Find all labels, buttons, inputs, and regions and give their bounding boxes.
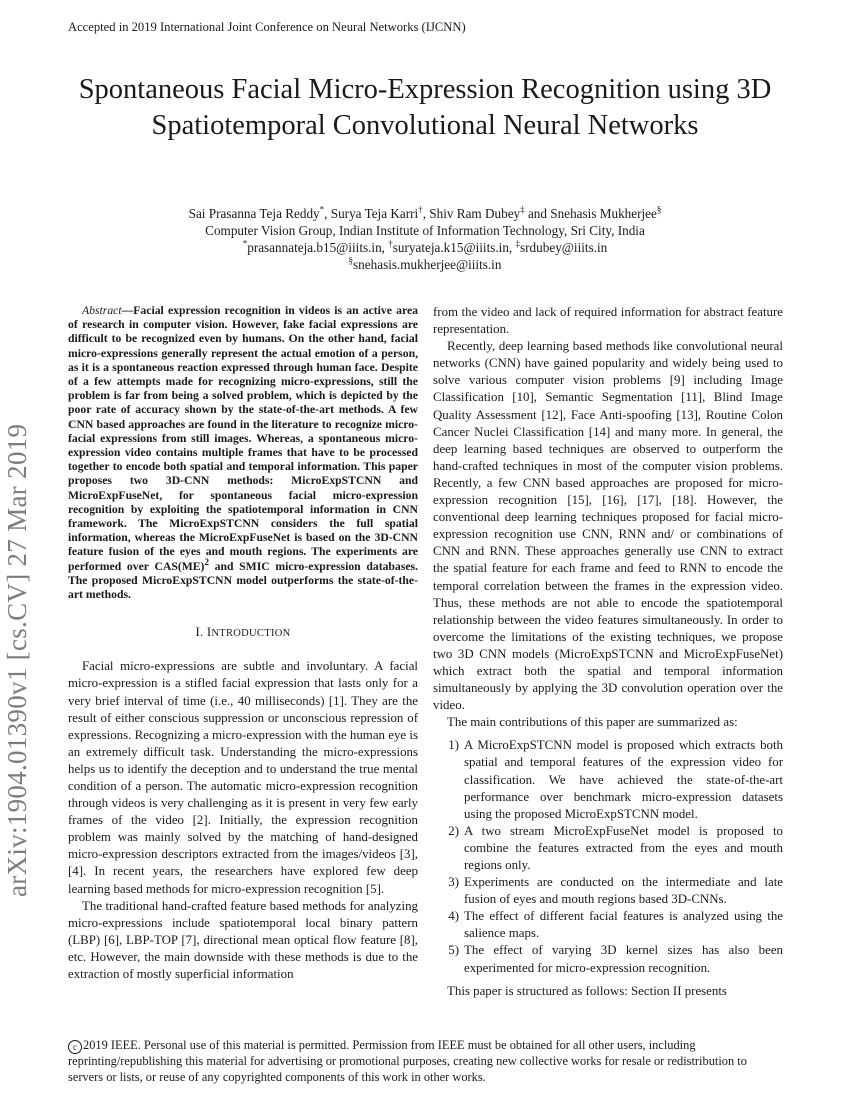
section-numeral: I. bbox=[195, 625, 207, 640]
copyright-icon: c bbox=[68, 1040, 82, 1054]
author-mark: * bbox=[319, 204, 325, 215]
section-title-rest: NTRODUCTION bbox=[211, 628, 291, 640]
contributions-intro: The main contributions of this paper are summarized as: bbox=[447, 715, 738, 730]
author-names bbox=[40, 205, 810, 222]
email: prasannateja.b15@iiits.in, bbox=[247, 240, 389, 255]
author-mark: § bbox=[656, 204, 662, 215]
author-block bbox=[40, 205, 810, 273]
intro-paragraph: The traditional hand-crafted feature based methods for analyzing micro-expressions include spatiotemporal local binary pattern (LBP) [6], LBP-TOP [7], directional mean optical flow feature [8], etc. However, the main downside with these methods is due to the extraction of mostly superficial information bbox=[68, 898, 418, 982]
list-number: 3) bbox=[448, 875, 459, 890]
list-text: The effect of varying 3D kernel sizes has also been experimented for micro-expression recognition. bbox=[464, 943, 783, 975]
copyright-notice bbox=[68, 1038, 808, 1085]
email-mark: * bbox=[242, 238, 248, 249]
author-emails bbox=[40, 239, 810, 256]
right-column bbox=[433, 304, 783, 1000]
list-number: 1) bbox=[448, 738, 459, 753]
copyright-line bbox=[68, 1038, 808, 1054]
list-text: A two stream MicroExpFuseNet model is proposed to combine the features extracted from the eyes and mouth regions only. bbox=[464, 823, 783, 872]
author-mark: † bbox=[418, 204, 423, 215]
intro-paragraph: Facial micro-expressions are subtle and involuntary. A facial micro-expression is a stifled facial expression that lasts only for a very brief interval of time (i.e., 40 milliseconds) [1]. They are the result of either conscious suppression or unconscious repression of expressions. Recognizing a micro-expression with the human eye is an extremely difficult task. Understanding the micro-expressions helps us to identify the deception and to understand the true mental condition of a person. The automatic micro-expression recognition through videos is very challenging as it is present in very few early frames of the video [2]. Initially, the expression recognition problem was mainly solved by the matching of hand-designed micro-expression descriptors extracted from the images/videos [3], [4]. In recent years, the researchers have explored few deep learning based methods for micro-expression recognition [5]. bbox=[68, 659, 418, 896]
abstract-label: Abstract bbox=[82, 304, 122, 317]
copyright-line: reprinting/republishing this material for advertising or promotional purposes, creating new collective works for resale or redistribution to bbox=[68, 1054, 747, 1068]
list-text: Experiments are conducted on the intermediate and late fusion of eyes and mouth regions based 3D-CNNs. bbox=[464, 875, 783, 907]
email-mark: † bbox=[388, 238, 393, 249]
separator: and bbox=[524, 206, 551, 221]
author-name: Sai Prasanna Teja Reddy bbox=[188, 206, 320, 221]
author-name: Snehasis Mukherjee bbox=[550, 206, 657, 221]
author-emails-line2 bbox=[40, 256, 810, 273]
list-text: The effect of different facial features is analyzed using the salience maps. bbox=[464, 909, 783, 941]
section-heading-introduction bbox=[68, 624, 418, 642]
list-number: 5) bbox=[448, 943, 459, 958]
paper-title: Spontaneous Facial Micro-Expression Recognition using 3D Spatiotemporal Convolutional Neural Networks bbox=[78, 74, 772, 141]
list-item bbox=[433, 874, 783, 908]
abstract bbox=[68, 304, 418, 602]
conference-note: Accepted in 2019 International Joint Conference on Neural Networks (IJCNN) bbox=[68, 20, 466, 34]
abstract-text: —Facial expression recognition in videos is an active area of research in computer vision. However, fake facial expressions are difficult to be recognized even by humans. On the other hand, facial micro-expressions generally represent the actual emotion of a person, as it is a spontaneous reaction expressed through human face. Despite of a few attempts made for recognizing micro-expressions, still the problem is far from being a solved problem, which is depicted by the poor rate of accuracy shown by the state-of-the-art methods. A few CNN based approaches are found in the literature to recognize micro-facial expressions from still images. Whereas, a spontaneous micro-expression video contains multiple frames that have to be processed together to encode both spatial and temporal information. This paper proposes two 3D-CNN methods: MicroExpSTCNN and MicroExpFuseNet, for spontaneous facial micro-expression recognition by exploiting the spatiotemporal information in CNN framework. The MicroExpSTCNN considers the full spatial information, whereas the MicroExpFuseNet is based on the 3D-CNN feature fusion of the eyes and mouth regions. The experiments are performed over CAS(ME) bbox=[68, 304, 418, 573]
author-name: Shiv Ram Dubey bbox=[429, 206, 521, 221]
list-item bbox=[433, 908, 783, 942]
email: suryateja.k15@iiits.in, bbox=[392, 240, 516, 255]
arxiv-stamp: arXiv:1904.01390v1 [cs.CV] 27 Mar 2019 bbox=[2, 423, 32, 897]
email-mark: § bbox=[348, 255, 354, 266]
list-number: 4) bbox=[448, 909, 459, 924]
copyright-line: servers or lists, or reuse of any copyrighted components of this work in other works. bbox=[68, 1069, 486, 1084]
abstract-superscript: 2 bbox=[204, 556, 209, 567]
author-name: Surya Teja Karri bbox=[330, 206, 419, 221]
separator: , bbox=[422, 206, 430, 221]
body-paragraph: Recently, deep learning based methods like convolutional neural networks (CNN) have gained popularity and widely being used to solve various computer vision problems [9] including Image Classification [10], Semantic Segmentation [11], Blind Image Quality Assessment [12], Face Anti-spoofing [13], Routine Colon Cancer Nuclei Classification [14] and many more. In general, the deep learning based techniques are observed to outperform the hand-crafted techniques in most of the computer vision problems. Recently, a few CNN based approaches are proposed for micro-expression recognition [15], [16], [17], [18]. However, the conventional deep learning techniques proposed for facial micro-expression recognition use CNN, RNN and/ or combinations of CNN and RNN. These approaches generally use CNN to extract the spatial feature for each frame and feed to RNN to encode the temporal correlation between the frames in the expression video. Thus, these methods are not able to encode the spatiotemporal relationship between the video features simultaneously. In order to overcome the limitations of the existing techniques, we propose two 3D CNN models (MicroExpSTCNN and MicroExpFuseNet) which extract both the spatial and temporal information simultaneously by applying the 3D convolution operation over the video. bbox=[433, 339, 783, 713]
section-initial: I bbox=[206, 625, 212, 640]
contributions-list bbox=[433, 737, 783, 976]
email-mark: ‡ bbox=[515, 238, 521, 249]
structure-paragraph: This paper is structured as follows: Section II presents bbox=[447, 983, 727, 998]
email: srdubey@iiits.in bbox=[520, 240, 608, 255]
author-mark: ‡ bbox=[520, 204, 525, 215]
abstract-text-end: and SMIC micro-expression databases. The proposed MicroExpSTCNN model outperforms the state-of-the-art methods. bbox=[68, 559, 418, 602]
left-column bbox=[68, 304, 418, 983]
list-item bbox=[433, 737, 783, 822]
list-number: 2) bbox=[448, 823, 459, 838]
email: snehasis.mukherjee@iiits.in bbox=[353, 257, 502, 272]
list-item bbox=[433, 942, 783, 976]
separator: , bbox=[324, 206, 331, 221]
paragraph-continuation: from the video and lack of required information for abstract feature representation. bbox=[433, 305, 783, 337]
list-text: A MicroExpSTCNN model is proposed which extracts both spatial and temporal features of the expression video for classification. We have achieved the state-of-the-art performance over benchmark micro-expression datasets using the proposed MicroExpSTCNN model. bbox=[464, 738, 783, 821]
copyright-text: 2019 IEEE. Personal use of this material is permitted. Permission from IEEE must be obtained for all other users, including bbox=[83, 1038, 696, 1052]
affiliation: Computer Vision Group, Indian Institute of Information Technology, Sri City, India bbox=[205, 223, 645, 238]
list-item bbox=[433, 823, 783, 874]
